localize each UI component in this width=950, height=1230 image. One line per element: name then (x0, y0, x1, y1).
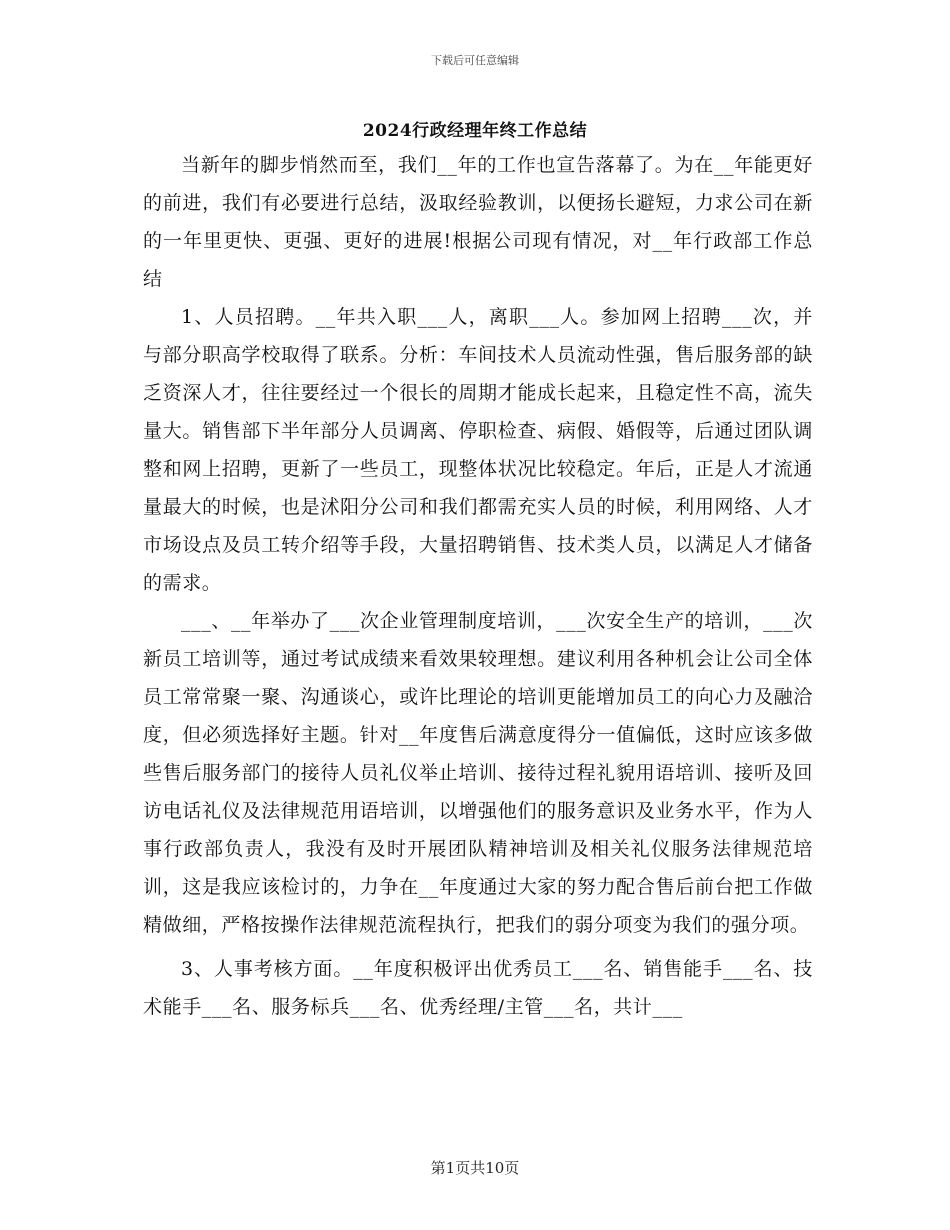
paragraph-assessment: 3、人事考核方面。__年度积极评出优秀员工___名、销售能手___名、技术能手___名、服务标兵___名、优秀经理/主管___名，共计___ (143, 958, 813, 1018)
paragraph-training: ___、__年举办了___次企业管理制度培训，___次安全生产的培训，___次新员工培训等，通过考试成绩来看效果较理想。建议利用各种机会让公司全体员工常常聚一聚、沟通谈心，或许比理论的培训更能增加员工的向心力及融洽度，但必须选择好主题。针对__年度售后满意度得分一值偏低，这时应该多做些售后服务部门的接待人员礼仪举止培训、接待过程礼貌用语培训、接听及回访电话礼仪及法律规范用语培训，以增强他们的服务意识及业务水平，作为人事行政部负责人，我没有及时开展团队精神培训及相关礼仪服务法律规范培训，这是我应该检讨的，力争在__年度通过大家的努力配合售后前台把工作做精做细，严格按操作法律规范流程执行，把我们的弱分项变为我们的强分项。 (143, 610, 813, 936)
paragraph-intro: 当新年的脚步悄然而至，我们__年的工作也宣告落幕了。为在__年能更好的前进，我们有必要进行总结，汲取经验教训，以便扬长避短，力求公司在新的一年里更快、更强、更好的进展!根据公司现有情况，对__年行政部工作总结 (143, 154, 813, 290)
document-title: 2024行政经理年终工作总结 (362, 121, 588, 141)
document-body (143, 146, 813, 1026)
paragraph-recruitment: 1、人员招聘。__年共入职___人，离职___人。参加网上招聘___次，并与部分职高学校取得了联系。分析：车间技术人员流动性强，售后服务部的缺乏资深人才，往往要经过一个很长的周期才能成长起来，且稳定性不高，流失量大。销售部下半年部分人员调离、停职检查、病假、婚假等，后通过团队调整和网上招聘，更新了一些员工，现整体状况比较稳定。年后，正是人才流通量最大的时候，也是沭阳分公司和我们都需充实人员的时候，利用网络、人才市场设点及员工转介绍等手段，大量招聘销售、技术类人员，以满足人才储备的需求。 (143, 306, 813, 594)
page-footer: 第1页共10页 (430, 1159, 520, 1177)
header-note: 下载后可任意编辑 (431, 54, 519, 67)
